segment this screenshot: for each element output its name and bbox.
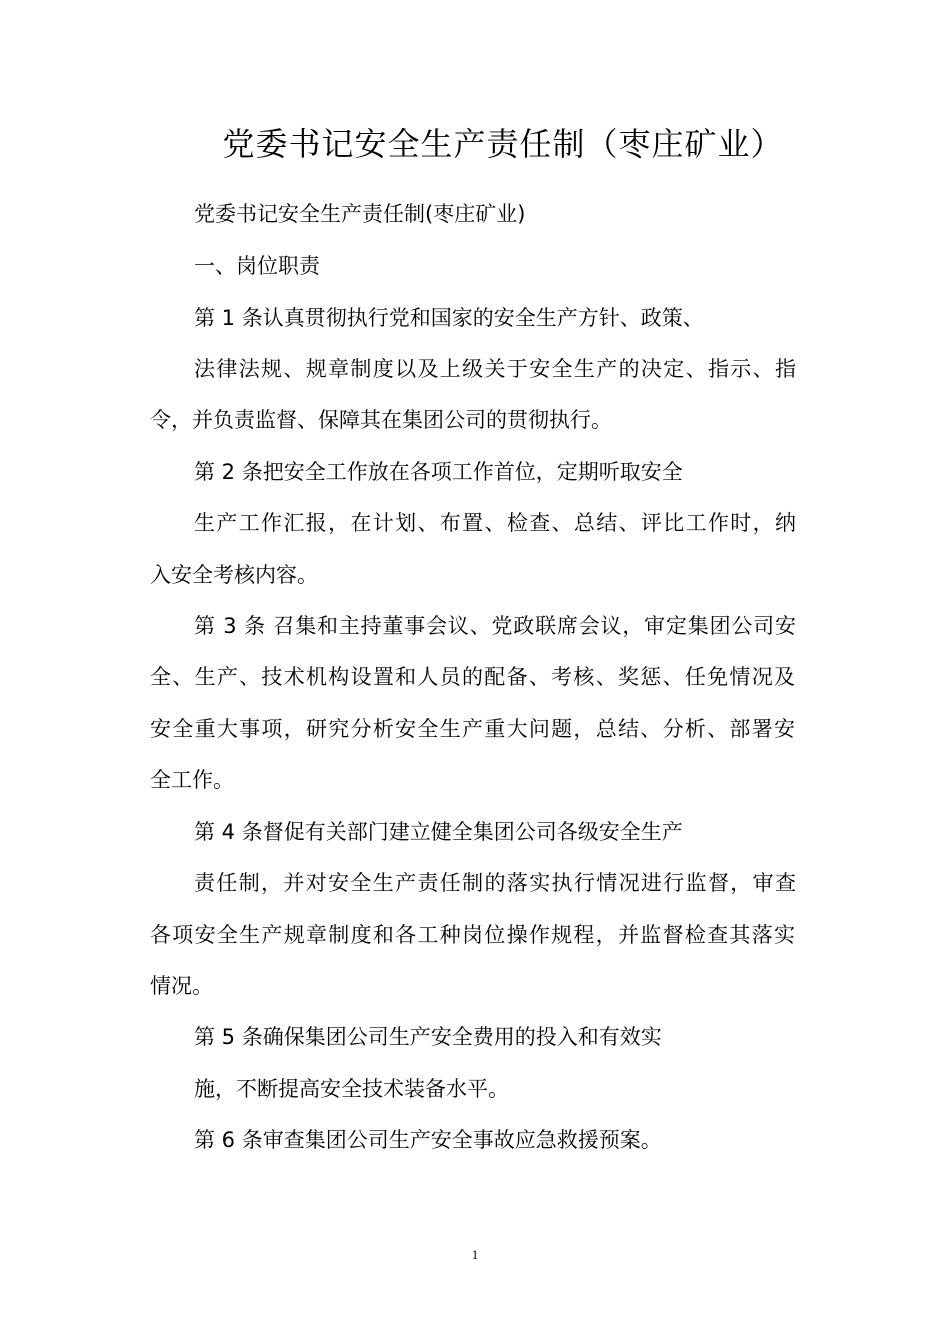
paragraph-line: 责任制，并对安全生产责任制的落实执行情况进行监督，审查: [194, 871, 796, 895]
paragraph-line: 第 6 条审查集团公司生产安全事故应急救援预案。: [194, 1128, 662, 1152]
paragraph-line: 生产工作汇报，在计划、布置、检查、总结、评比工作时，纳: [194, 511, 796, 535]
paragraph-line: 全、生产、技术机构设置和人员的配备、考核、奖惩、任免情况及: [150, 665, 795, 689]
paragraph-line: 施，不断提高安全技术装备水平。: [194, 1077, 509, 1101]
paragraph-line: 第 5 条确保集团公司生产安全费用的投入和有效实: [194, 1025, 662, 1049]
paragraph-line: 第 2 条把安全工作放在各项工作首位，定期听取安全: [194, 460, 683, 484]
paragraph-line: 入安全考核内容。: [150, 563, 318, 587]
section-heading: 一、岗位职责: [194, 254, 320, 278]
paragraph-line: 情况。: [150, 974, 213, 998]
paragraph-line: 第 1 条认真贯彻执行党和国家的安全生产方针、政策、: [194, 306, 704, 330]
paragraph-line: 安全重大事项，研究分析安全生产重大问题，总结、分析、部署安: [150, 717, 795, 741]
paragraph-line: 各项安全生产规章制度和各工种岗位操作规程，并监督检查其落实: [150, 923, 795, 947]
document-title: 党委书记安全生产责任制（枣庄矿业）: [222, 125, 784, 163]
paragraph-line: 第 3 条 召集和主持董事会议、党政联席会议，审定集团公司安: [194, 614, 796, 638]
paragraph-line: 全工作。: [150, 768, 234, 792]
page-number: 1: [471, 1247, 479, 1262]
paragraph-line: 法律法规、规章制度以及上级关于安全生产的决定、指示、指: [194, 357, 796, 381]
paragraph-line: 第 4 条督促有关部门建立健全集团公司各级安全生产: [194, 820, 683, 844]
document-subtitle: 党委书记安全生产责任制(枣庄矿业): [194, 202, 526, 226]
paragraph-line: 令，并负责监督、保障其在集团公司的贯彻执行。: [150, 408, 612, 432]
